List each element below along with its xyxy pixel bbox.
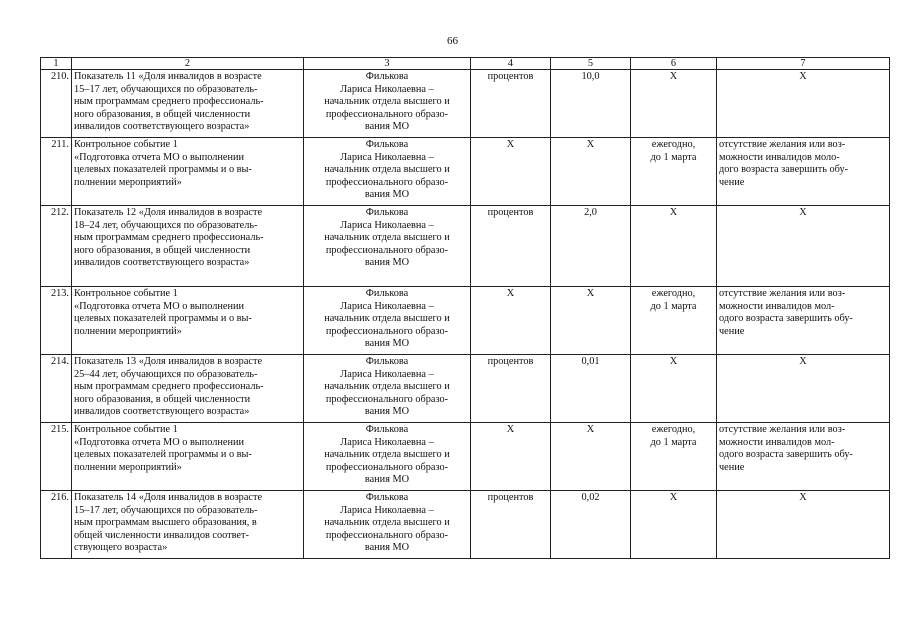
risk-cell: Х bbox=[717, 206, 890, 287]
unit-cell: процентов bbox=[471, 355, 551, 423]
unit-cell: Х bbox=[471, 138, 551, 206]
indicator-name: Показатель 14 «Доля инвалидов в возрасте 15–17 лет, обучающихся по образователь- ным программам высшего образования, в общей численности инвалидов соответ- ствующего возраста» bbox=[72, 491, 304, 559]
value-cell: Х bbox=[551, 287, 631, 355]
value-cell: 0,01 bbox=[551, 355, 631, 423]
header-cell: 2 bbox=[72, 58, 304, 70]
risk-cell: Х bbox=[717, 355, 890, 423]
deadline-cell: ежегодно, до 1 марта bbox=[631, 138, 717, 206]
row-number: 215. bbox=[41, 423, 72, 491]
row-number: 214. bbox=[41, 355, 72, 423]
indicator-name: Показатель 13 «Доля инвалидов в возрасте 25–44 лет, обучающихся по образователь- ным программам среднего профессиональ- ного образования, в общей численности инвалидов соответствующего возраста» bbox=[72, 355, 304, 423]
value-cell: Х bbox=[551, 423, 631, 491]
value-cell: 10,0 bbox=[551, 70, 631, 138]
header-cell: 7 bbox=[717, 58, 890, 70]
responsible-person: Филькова Лариса Николаевна – начальник отдела высшего и профессионального образо- вания МО bbox=[304, 423, 471, 491]
unit-cell: Х bbox=[471, 423, 551, 491]
header-cell: 5 bbox=[551, 58, 631, 70]
row-number: 216. bbox=[41, 491, 72, 559]
row-number: 210. bbox=[41, 70, 72, 138]
table-row bbox=[41, 287, 890, 355]
header-row bbox=[41, 58, 890, 70]
unit-cell: процентов bbox=[471, 491, 551, 559]
table-row bbox=[41, 138, 890, 206]
responsible-person: Филькова Лариса Николаевна – начальник отдела высшего и профессионального образо- вания МО bbox=[304, 206, 471, 287]
value-cell: 2,0 bbox=[551, 206, 631, 287]
event-name: Контрольное событие 1 «Подготовка отчета МО о выполнении целевых показателей программы и о вы- полнении мероприятий» bbox=[72, 423, 304, 491]
deadline-cell: Х bbox=[631, 491, 717, 559]
unit-cell: процентов bbox=[471, 206, 551, 287]
header-cell: 4 bbox=[471, 58, 551, 70]
header-cell: 6 bbox=[631, 58, 717, 70]
row-number: 211. bbox=[41, 138, 72, 206]
risk-cell: отсутствие желания или воз- можности инвалидов моло- дого возраста завершить обу- чение bbox=[717, 138, 890, 206]
unit-cell: Х bbox=[471, 287, 551, 355]
unit-cell: процентов bbox=[471, 70, 551, 138]
risk-cell: отсутствие желания или воз- можности инвалидов мол- одого возраста завершить обу- чение bbox=[717, 423, 890, 491]
value-cell: Х bbox=[551, 138, 631, 206]
program-table bbox=[40, 57, 890, 559]
event-name: Контрольное событие 1 «Подготовка отчета МО о выполнении целевых показателей программы и о вы- полнении мероприятий» bbox=[72, 287, 304, 355]
table-row bbox=[41, 206, 890, 287]
deadline-cell: Х bbox=[631, 355, 717, 423]
header-cell: 1 bbox=[41, 58, 72, 70]
value-cell: 0,02 bbox=[551, 491, 631, 559]
indicator-name: Показатель 11 «Доля инвалидов в возрасте 15–17 лет, обучающихся по образователь- ным программам среднего профессиональ- ного образования, в общей численности инвалидов соответствующего возраста» bbox=[72, 70, 304, 138]
risk-cell: Х bbox=[717, 491, 890, 559]
row-number: 212. bbox=[41, 206, 72, 287]
table-row bbox=[41, 70, 890, 138]
responsible-person: Филькова Лариса Николаевна – начальник отдела высшего и профессионального образо- вания МО bbox=[304, 138, 471, 206]
responsible-person: Филькова Лариса Николаевна – начальник отдела высшего и профессионального образо- вания МО bbox=[304, 70, 471, 138]
responsible-person: Филькова Лариса Николаевна – начальник отдела высшего и профессионального образо- вания МО bbox=[304, 287, 471, 355]
responsible-person: Филькова Лариса Николаевна – начальник отдела высшего и профессионального образо- вания МО bbox=[304, 491, 471, 559]
table-row bbox=[41, 423, 890, 491]
table-row bbox=[41, 355, 890, 423]
event-name: Контрольное событие 1 «Подготовка отчета МО о выполнении целевых показателей программы и о вы- полнении мероприятий» bbox=[72, 138, 304, 206]
risk-cell: отсутствие желания или воз- можности инвалидов мол- одого возраста завершить обу- чение bbox=[717, 287, 890, 355]
header-cell: 3 bbox=[304, 58, 471, 70]
page-number: 66 bbox=[447, 35, 458, 47]
indicator-name: Показатель 12 «Доля инвалидов в возрасте 18–24 лет, обучающихся по образователь- ным программам среднего профессиональ- ного образования, в общей численности инвалидов соответствующего возраста» bbox=[72, 206, 304, 287]
deadline-cell: ежегодно, до 1 марта bbox=[631, 287, 717, 355]
responsible-person: Филькова Лариса Николаевна – начальник отдела высшего и профессионального образо- вания МО bbox=[304, 355, 471, 423]
table-row bbox=[41, 491, 890, 559]
deadline-cell: ежегодно, до 1 марта bbox=[631, 423, 717, 491]
deadline-cell: Х bbox=[631, 206, 717, 287]
deadline-cell: Х bbox=[631, 70, 717, 138]
risk-cell: Х bbox=[717, 70, 890, 138]
row-number: 213. bbox=[41, 287, 72, 355]
